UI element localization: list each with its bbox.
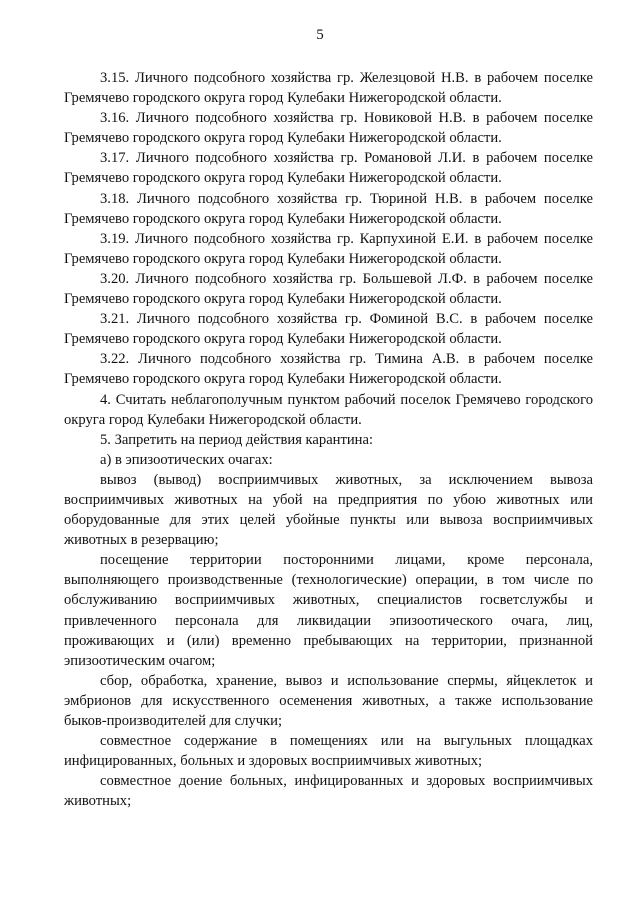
paragraph-3-22: 3.22. Личного подсобного хозяйства гр. Тимина А.В. в рабочем поселке Гремячево городского округа город Кулебаки Нижегородской области. (64, 351, 593, 388)
paragraph-3-16: 3.16. Личного подсобного хозяйства гр. Новиковой Н.В. в рабочем поселке Гремячево городского округа город Кулебаки Нижегородской области. (64, 110, 593, 147)
document-body (64, 68, 593, 811)
paragraph-3-18: 3.18. Личного подсобного хозяйства гр. Тюриной Н.В. в рабочем поселке Гремячево городского округа город Кулебаки Нижегородской области. (64, 190, 593, 227)
paragraph-5: 5. Запретить на период действия карантина: (100, 431, 374, 448)
paragraph-joint-keeping-ban: совместное содержание в помещениях или на выгульных площадках инфицированных, больных и здоровых восприимчивых животных; (64, 733, 593, 770)
paragraph-removal-ban: вывоз (вывод) восприимчивых животных, за исключением вывоза восприимчивых животных на убой на предприятия по убою животных или оборудованные для этих целей убойные пункты или вывоза восприимчивых животных в резервацию; (64, 471, 593, 549)
page-number: 5 (316, 27, 324, 43)
paragraph-3-19: 3.19. Личного подсобного хозяйства гр. Карпухиной Е.И. в рабочем поселке Гремячево городского округа город Кулебаки Нижегородской области. (64, 230, 593, 267)
paragraph-4: 4. Считать неблагополучным пунктом рабочий поселок Гремячево городского округа город Кулебаки Нижегородской области. (64, 391, 593, 428)
paragraph-3-21: 3.21. Личного подсобного хозяйства гр. Фоминой В.С. в рабочем поселке Гремячево городского округа город Кулебаки Нижегородской области. (64, 311, 593, 348)
paragraph-3-17: 3.17. Личного подсобного хозяйства гр. Романовой Л.И. в рабочем поселке Гремячево городского округа город Кулебаки Нижегородской области. (64, 150, 593, 187)
paragraph-visit-ban: посещение территории посторонними лицами, кроме персонала, выполняющего производственные (технологические) операции, в том числе по обслуживанию восприимчивых животных, специалистов госветслужбы и привлеченного персонала для ликвидации эпизоотического очага, лиц, проживающих и (или) временно пребывающих на территории, признанной эпизоотическим очагом; (64, 552, 593, 669)
paragraph-joint-milking-ban: совместное доение больных, инфицированных и здоровых восприимчивых животных; (64, 773, 593, 810)
paragraph-3-20: 3.20. Личного подсобного хозяйства гр. Большевой Л.Ф. в рабочем поселке Гремячево городского округа город Кулебаки Нижегородской области. (64, 270, 593, 308)
paragraph-3-15: 3.15. Личного подсобного хозяйства гр. Железцовой Н.В. в рабочем поселке Гремячево городского округа город Кулебаки Нижегородской области. (64, 70, 593, 107)
paragraph-5-a: а) в эпизоотических очагах: (100, 451, 273, 468)
paragraph-semen-ban: сбор, обработка, хранение, вывоз и использование спермы, яйцеклеток и эмбрионов для искусственного осеменения животных, а также использование быков-производителей для случки; (64, 672, 593, 729)
